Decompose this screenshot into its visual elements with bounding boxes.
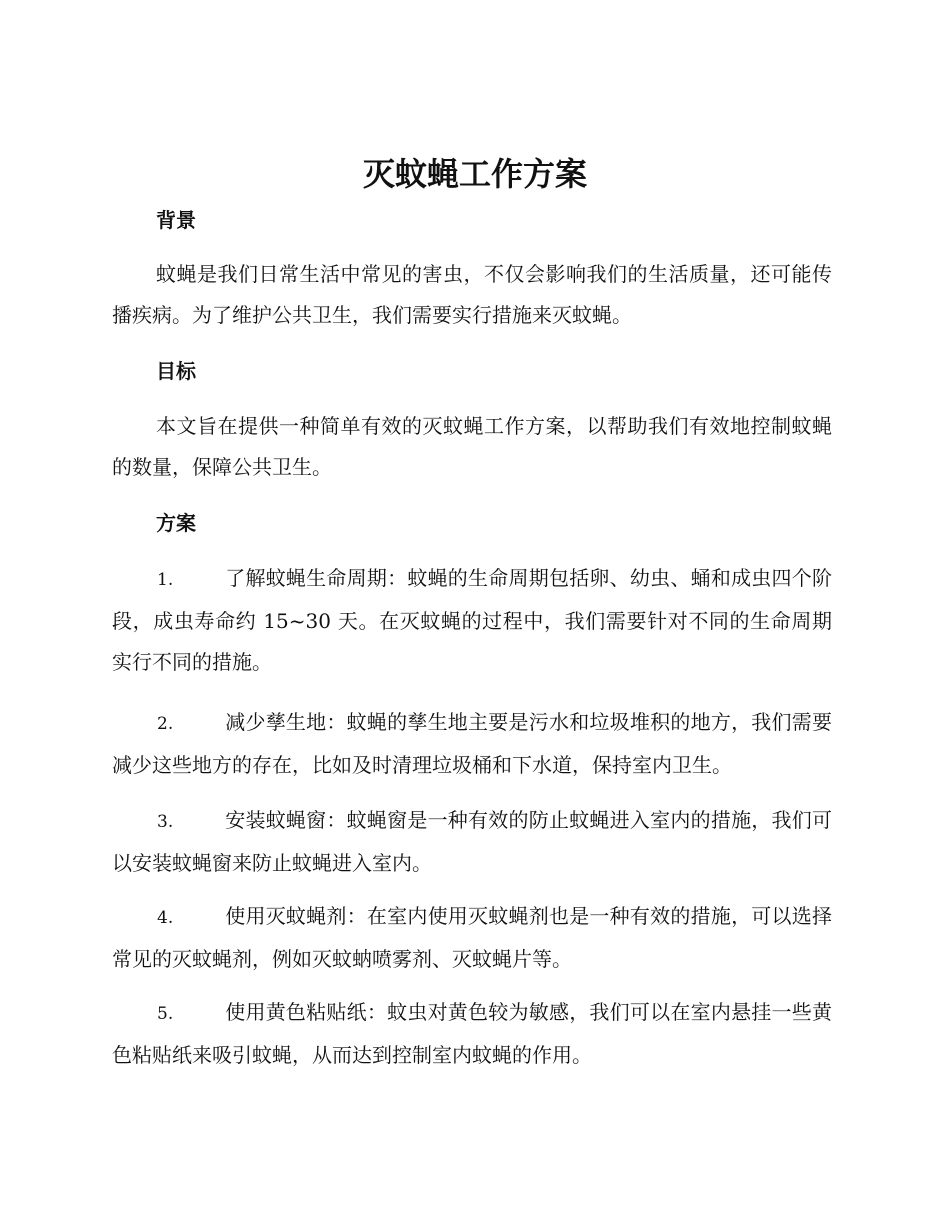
plan-item-text: 了解蚊蝇生命周期：蚊蝇的生命周期包括卵、幼虫、蛹和成虫四个阶段，成虫寿命约 15~30 天。在灭蚊蝇的过程中，我们需要针对不同的生命周期实行不同的措施。 [112,566,832,674]
plan-item-2 [112,702,832,786]
plan-item-text: 使用灭蚊蝇剂：在室内使用灭蚊蝇剂也是一种有效的措施，可以选择常见的灭蚊蝇剂，例如灭蚊蚋喷雾剂、灭蚊蝇片等。 [112,904,832,971]
plan-item-1 [112,558,832,683]
document-title: 灭蚊蝇工作方案 [362,155,587,193]
heading-background: 背景 [156,208,196,232]
plan-item-5 [112,992,832,1076]
plan-item-4 [112,896,832,980]
heading-goal: 目标 [156,359,196,383]
plan-item-number: 2. [157,714,174,734]
plan-item-text: 安装蚊蝇窗：蚊蝇窗是一种有效的防止蚊蝇进入室内的措施，我们可以安装蚊蝇窗来防止蚊蝇进入室内。 [112,808,832,875]
plan-item-3 [112,800,832,884]
plan-item-number: 3. [157,812,174,832]
plan-item-number: 4. [157,908,174,928]
plan-item-number: 5. [157,1004,174,1024]
plan-item-text: 减少孳生地：蚊蝇的孳生地主要是污水和垃圾堆积的地方，我们需要减少这些地方的存在，比如及时清理垃圾桶和下水道，保持室内卫生。 [112,710,832,777]
plan-item-text: 使用黄色粘贴纸：蚊虫对黄色较为敏感，我们可以在室内悬挂一些黄色粘贴纸来吸引蚊蝇，从而达到控制室内蚊蝇的作用。 [112,1000,832,1067]
heading-plan: 方案 [156,511,196,535]
paragraph-goal: 本文旨在提供一种简单有效的灭蚊蝇工作方案，以帮助我们有效地控制蚊蝇的数量，保障公共卫生。 [112,414,832,479]
paragraph-background: 蚊蝇是我们日常生活中常见的害虫，不仅会影响我们的生活质量，还可能传播疾病。为了维护公共卫生，我们需要实行措施来灭蚊蝇。 [112,262,832,327]
plan-item-number: 1. [157,570,174,590]
